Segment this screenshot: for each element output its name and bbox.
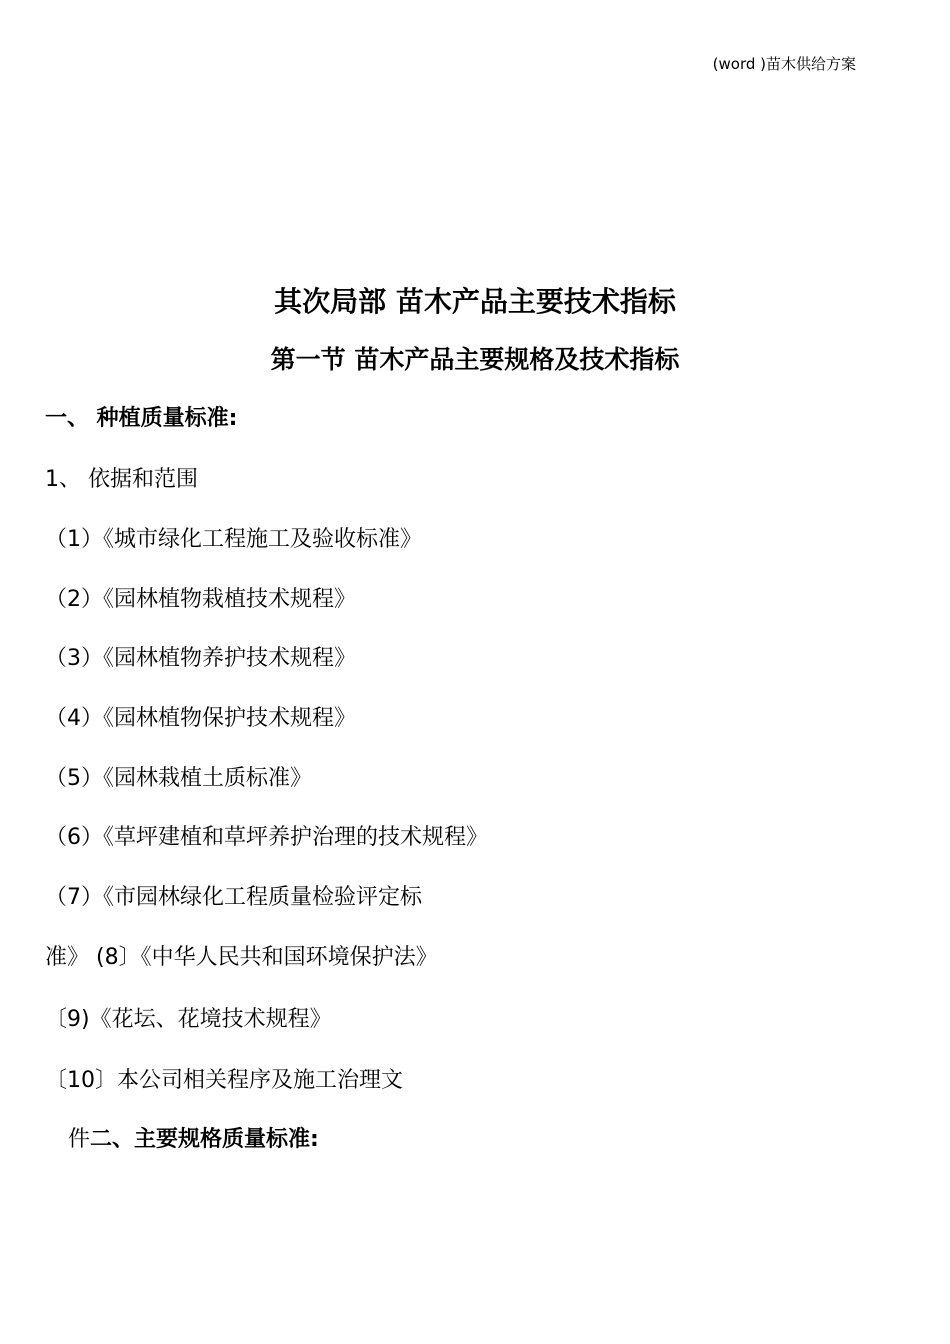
- heading-main-spec-quality: 二、主要规格质量标准:: [90, 1127, 319, 1152]
- subheading-basis-scope: 1、 依据和范围: [45, 467, 198, 492]
- list-item: （3）《园林植物养护技术规程》: [45, 646, 356, 671]
- header-note: (word )苗木供给方案: [712, 55, 856, 73]
- list-item: （4）《园林植物保护技术规程》: [45, 706, 356, 731]
- list-item: （7）《市园林绿化工程质量检验评定标: [45, 885, 422, 910]
- section-title: 第一节 苗木产品主要规格及技术指标: [270, 345, 680, 374]
- list-item: 〔10〕本公司相关程序及施工治理文: [45, 1068, 403, 1093]
- list-item: （6）《草坪建植和草坪养护治理的技术规程》: [45, 825, 488, 850]
- list-item: 〔9)《花坛、花境技术规程》: [45, 1007, 332, 1032]
- list-item: （5）《园林栽植土质标准》: [45, 766, 312, 791]
- heading-planting-quality: 一、 种植质量标准:: [45, 406, 238, 431]
- last-line-prefix: 件: [68, 1127, 91, 1152]
- list-item: （2）《园林植物栽植技术规程》: [45, 587, 356, 612]
- page-title: 其次局部 苗木产品主要技术指标: [274, 285, 676, 318]
- list-item: 准》 (8〕《中华人民共和国环境保护法》: [45, 945, 438, 970]
- last-line: [68, 1125, 319, 1155]
- list-item: （1）《城市绿化工程施工及验收标准》: [45, 527, 422, 552]
